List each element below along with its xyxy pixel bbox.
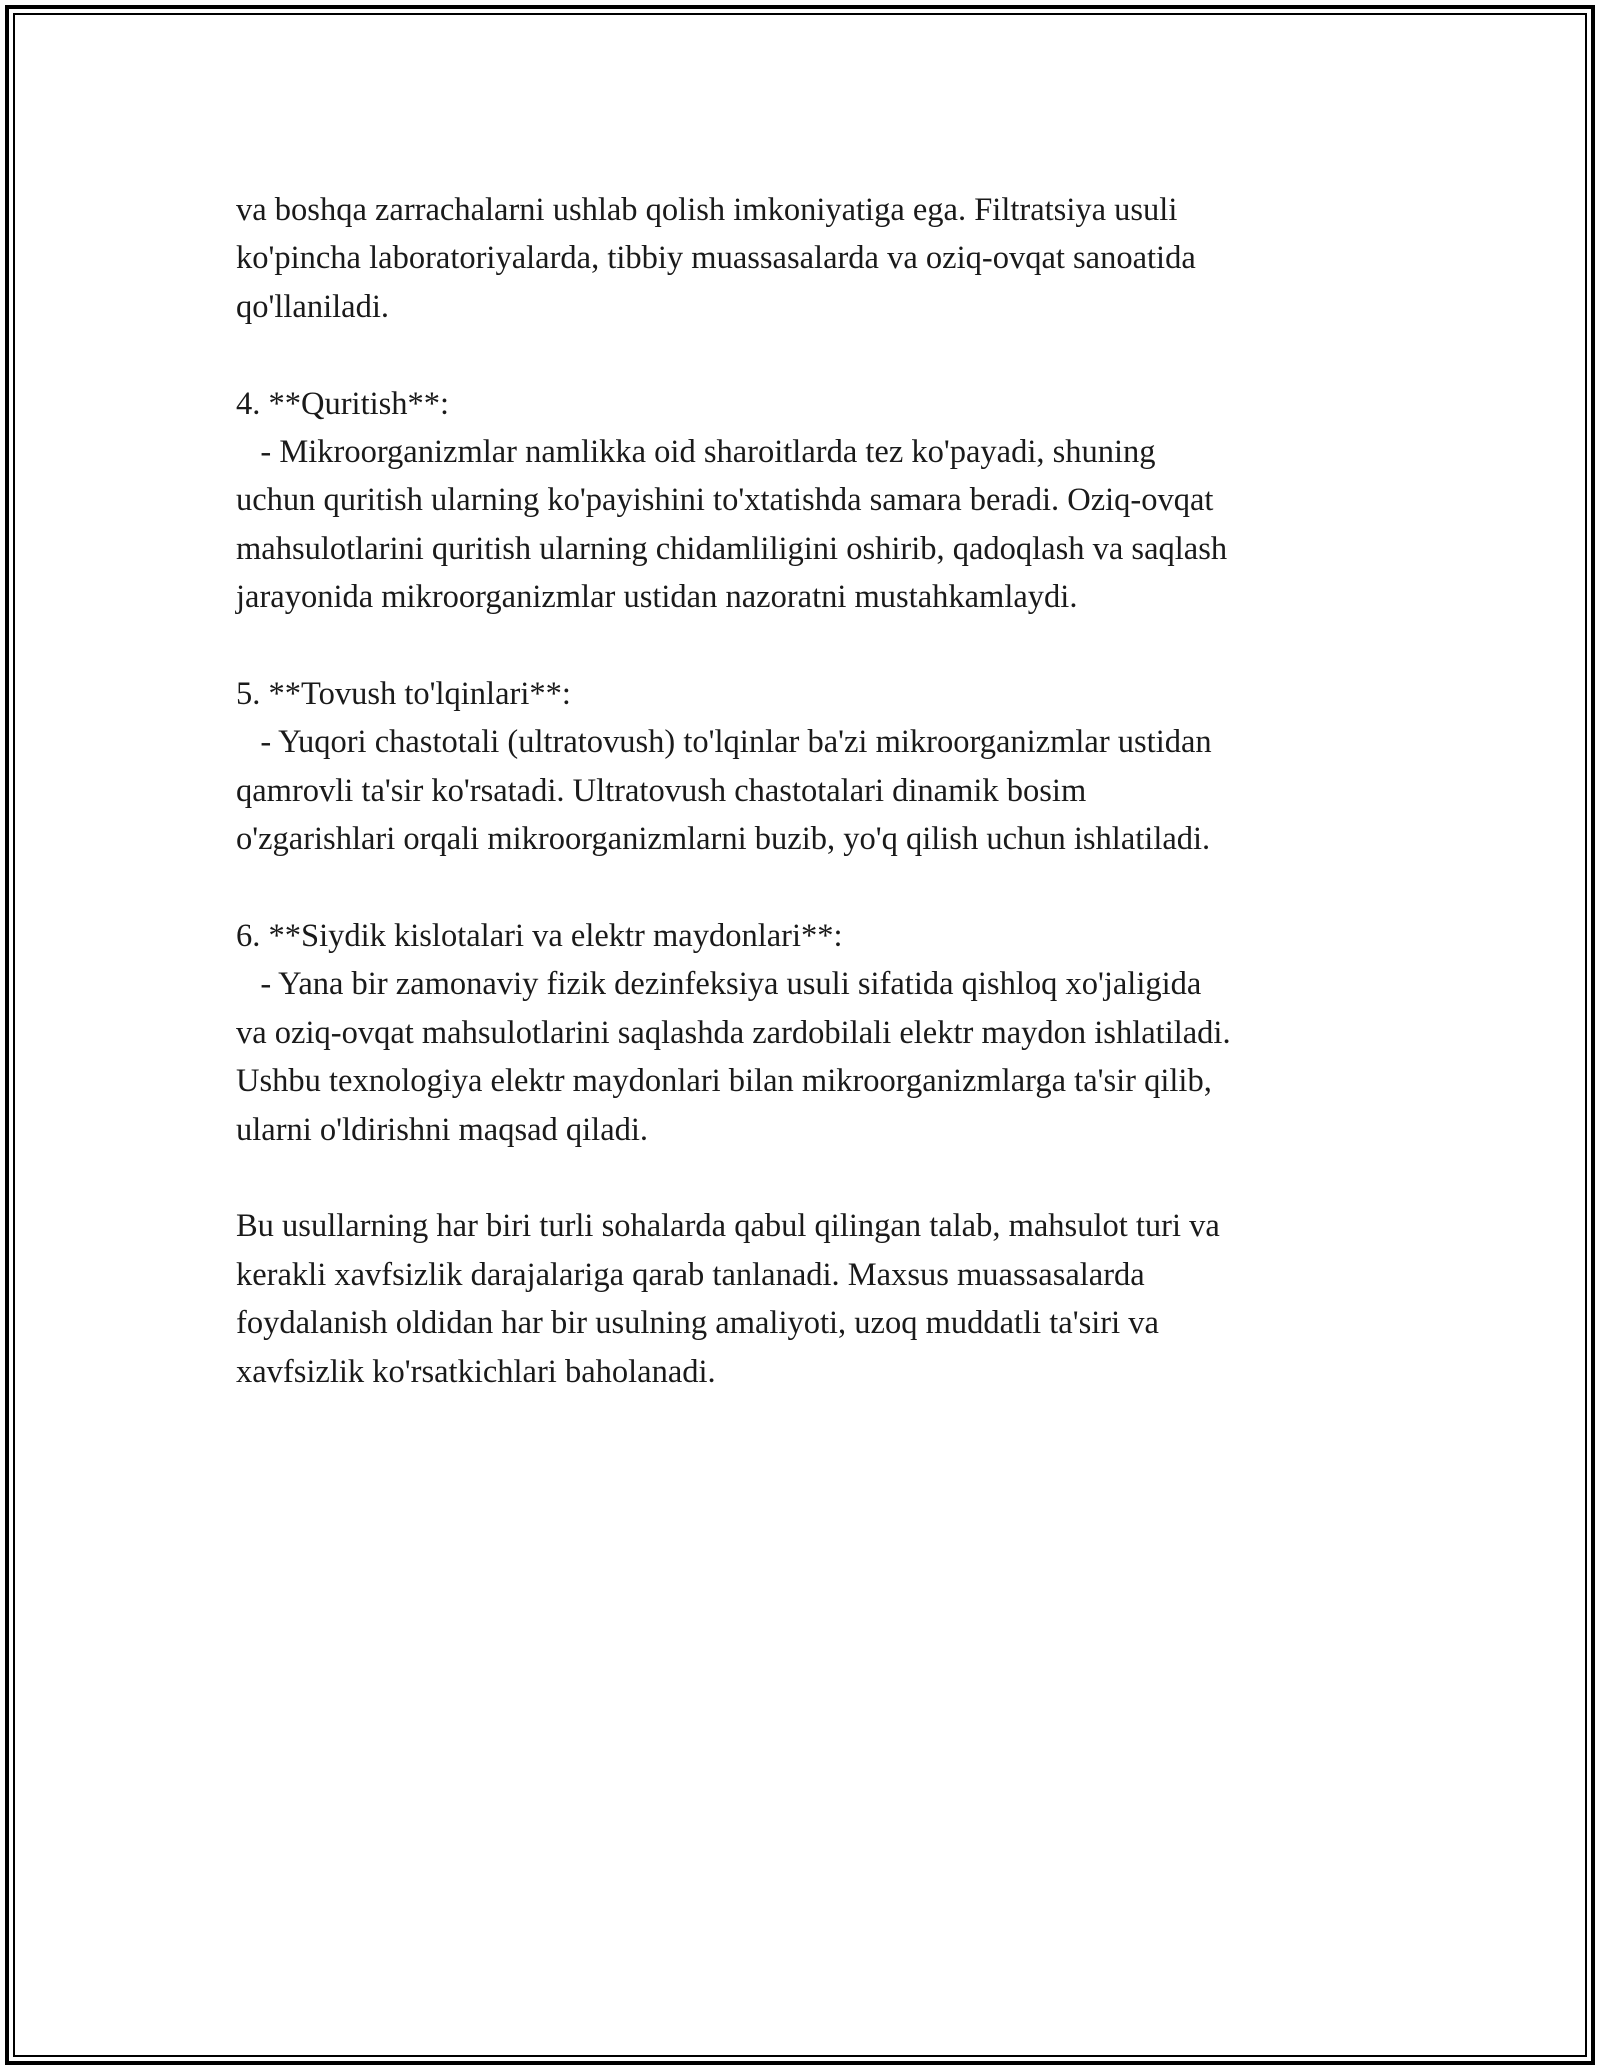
text-line: - Yuqori chastotali (ultratovush) to'lqinlar ba'zi mikroorganizmlar ustidan [236,724,1212,761]
text-line: o'zgarishlari orqali mikroorganizmlarni buzib, yo'q qilish uchun ishlatiladi. [236,821,1211,858]
paragraph-conclusion [236,1202,1396,1396]
section-heading: 4. **Quritish**: [236,385,450,422]
text-line: qamrovli ta'sir ko'rsatadi. Ultratovush chastotalari dinamik bosim [236,772,1087,809]
text-line: ularni o'ldirishni maqsad qiladi. [236,1111,649,1148]
section-drying [236,380,1396,622]
text-line: jarayonida mikroorganizmlar ustidan nazoratni mustahkamlaydi. [236,579,1078,616]
text-line: ko'pincha laboratoriyalarda, tibbiy muassasalarda va oziq-ovqat sanoatida [236,240,1196,277]
text-line: qo'llaniladi. [236,288,389,325]
text-line: - Yana bir zamonaviy fizik dezinfeksiya usuli sifatida qishloq xo'jaligida [236,966,1202,1003]
text-line: xavfsizlik ko'rsatkichlari baholanadi. [236,1353,716,1390]
text-line: kerakli xavfsizlik darajalariga qarab tanlanadi. Maxsus muassasalarda [236,1256,1145,1293]
section-electric-fields [236,912,1396,1154]
text-line: uchun quritish ularning ko'payishini to'xtatishda samara beradi. Oziq-ovqat [236,482,1214,519]
text-line: mahsulotlarini quritish ularning chidamliligini oshirib, qadoqlash va saqlash [236,530,1228,567]
paragraph-intro-continuation [236,186,1396,331]
document-body [236,186,1396,1444]
section-sound-waves [236,670,1396,864]
text-line: foydalanish oldidan har bir usulning amaliyoti, uzoq muddatli ta'siri va [236,1305,1159,1342]
text-line: va boshqa zarrachalarni ushlab qolish imkoniyatiga ega. Filtratsiya usuli [236,192,1178,228]
text-line: Bu usullarning har biri turli sohalarda qabul qilingan talab, mahsulot turi va [236,1208,1220,1245]
section-heading: 6. **Siydik kislotalari va elektr maydonlari**: [236,918,843,955]
text-line: - Mikroorganizmlar namlikka oid sharoitlarda tez ko'payadi, shuning [236,434,1156,471]
section-heading: 5. **Tovush to'lqinlari**: [236,676,571,713]
text-line: Ushbu texnologiya elektr maydonlari bilan mikroorganizmlarga ta'sir qilib, [236,1063,1212,1100]
text-line: va oziq-ovqat mahsulotlarini saqlashda zardobilali elektr maydon ishlatiladi. [236,1014,1231,1051]
